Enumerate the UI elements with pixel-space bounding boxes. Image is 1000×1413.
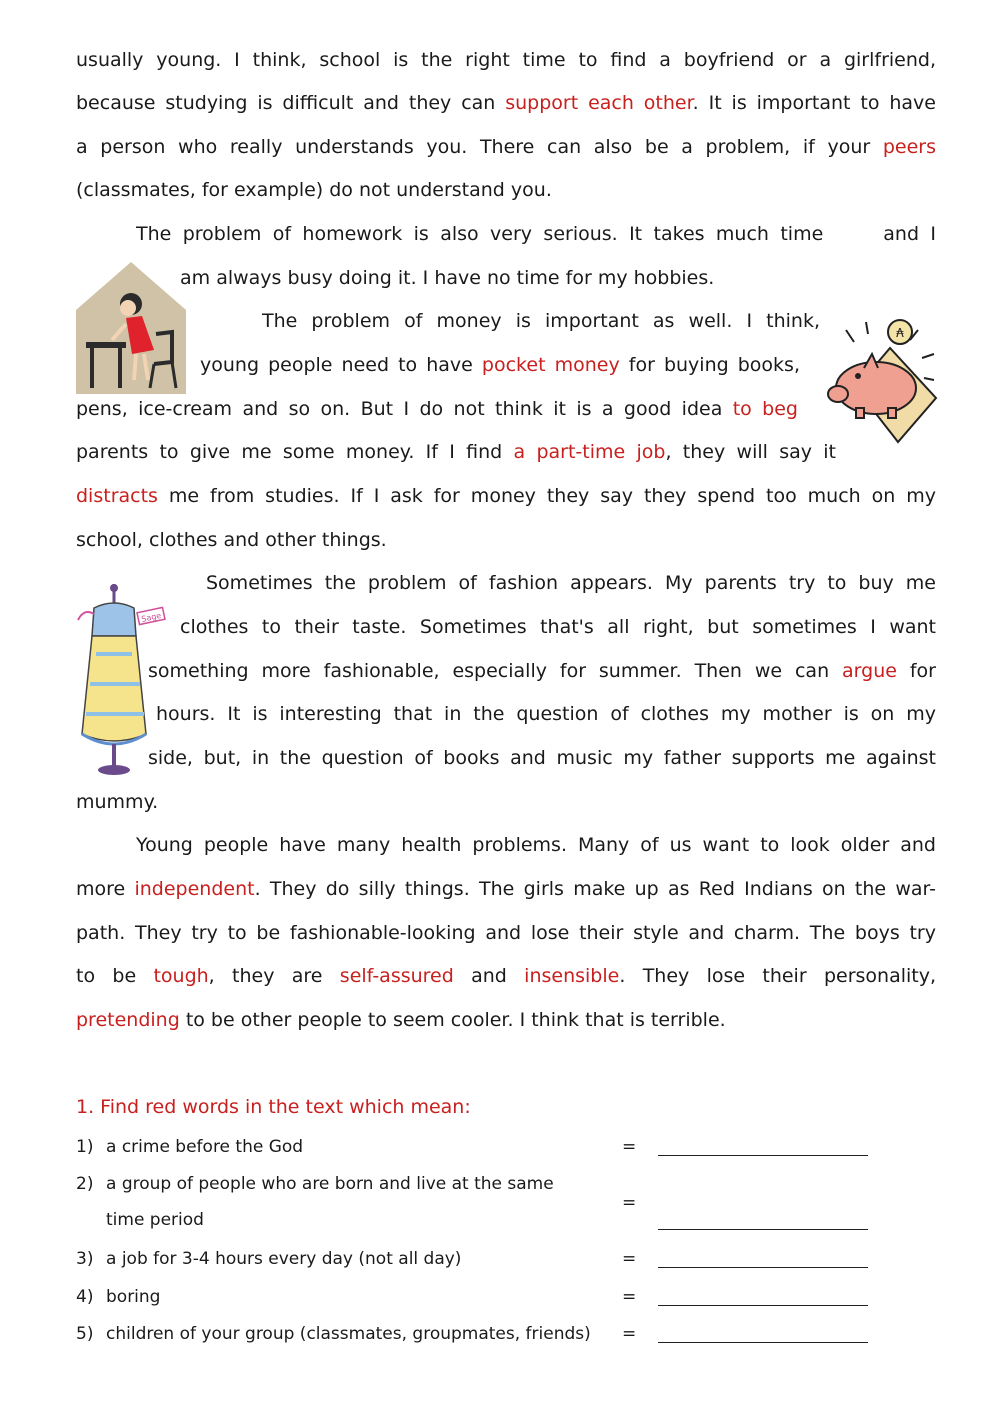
passage-line [76,525,936,555]
item-definition-continued: time period [106,1210,204,1230]
item-number: 4) [76,1287,94,1307]
list-item [76,1320,936,1348]
text: , they will say it [665,441,836,463]
text: side, but, in the question of books and music my father supports me against [148,747,936,769]
equals-sign: = [622,1137,637,1157]
text: The problem of homework is also very serious. It takes much time [136,223,824,245]
girl-at-desk-illustration [76,262,186,394]
text: something more fashionable, especially for summer. Then we can [148,660,843,682]
answer-blank[interactable] [658,1283,868,1306]
red-word-support-each-other: support each other [505,92,693,114]
piggy-bank-illustration [816,318,940,450]
list-item [76,1283,936,1311]
red-word-self-assured: self-assured [339,965,454,987]
list-item [76,1170,936,1230]
red-word-to-beg: to beg [732,398,798,420]
list-item [76,1133,936,1161]
text: to be other people to seem cooler. I think that is terrible. [179,1009,726,1031]
text: pens, ice-cream and so on. But I do not think it is a good idea [76,398,733,420]
red-word-independent: independent [134,878,255,900]
text: mummy. [76,791,159,813]
red-word-argue: argue [842,660,897,682]
text: for [896,660,936,682]
passage-line [180,612,936,642]
answer-blank[interactable] [658,1320,868,1343]
red-word-tough: tough [153,965,209,987]
passage-line [76,132,936,162]
svg-text:₳: ₳ [896,326,904,340]
text: path. They try to be fashionable-looking and lose their style and charm. The boys try [76,922,936,944]
text: and I [883,223,936,245]
item-definition: boring [106,1287,161,1307]
passage-line [76,394,798,424]
list-item [76,1245,936,1273]
passage-line [200,350,800,380]
passage-line [262,306,820,336]
red-word-pocket-money: pocket money [481,354,620,376]
text: , they are [208,965,340,987]
answer-blank[interactable] [658,1133,868,1156]
text: me from studies. If I ask for money they say they spend too much on my [157,485,936,507]
passage-line [76,961,936,991]
red-word-distracts: distracts [76,485,158,507]
answer-blank[interactable] [658,1207,868,1230]
text: for buying books, [619,354,800,376]
passage-line [156,699,936,729]
text: and [453,965,525,987]
text: . They do silly things. The girls make up as Red Indians on the war- [254,878,936,900]
text: The problem of money is important as well. I think, [262,310,820,332]
passage-line [136,219,936,249]
passage-line [76,45,936,75]
text: because studying is difficult and they can [76,92,506,114]
passage-line [76,88,936,118]
item-definition: a crime before the God [106,1137,304,1157]
red-word-insensible: insensible [524,965,620,987]
red-word-part-time-job: a part-time job [513,441,666,463]
text: usually young. I think, school is the right time to find a boyfriend or a girlfriend, [76,49,936,71]
red-word-pretending: pretending [76,1009,180,1031]
passage-line [148,743,936,773]
passage-line [76,787,936,817]
item-definition: a job for 3-4 hours every day (not all day) [106,1249,462,1269]
passage-line [76,874,936,904]
text: more [76,878,135,900]
passage-line [136,830,936,860]
equals-sign: = [622,1193,637,1213]
answer-blank[interactable] [658,1245,868,1268]
item-number: 5) [76,1324,94,1344]
item-definition: a group of people who are born and live at the same [106,1174,554,1194]
equals-sign: = [622,1287,637,1307]
passage-line [76,481,936,511]
text: to be [76,965,154,987]
mannequin-tag-label: Sage [140,610,163,624]
text: . They lose their personality, [619,965,936,987]
passage-line [180,263,936,293]
text: am always busy doing it. I have no time for my hobbies. [180,267,715,289]
passage-line [148,656,936,686]
equals-sign: = [622,1324,637,1344]
item-number: 1) [76,1137,94,1157]
text: hours. It is interesting that in the question of clothes my mother is on my [156,703,936,725]
text: . It is important to have [692,92,936,114]
equals-sign: = [622,1249,637,1269]
passage-line [76,175,936,205]
text: (classmates, for example) do not understand you. [76,179,552,201]
passage-line [76,918,936,948]
passage-line [76,1005,936,1035]
item-number: 3) [76,1249,94,1269]
text: clothes to their taste. Sometimes that's all right, but sometimes I want [180,616,936,638]
exercise-title: 1. Find red words in the text which mean: [76,1096,471,1118]
passage-line [76,437,836,467]
text: parents to give me some money. If I find [76,441,514,463]
text: a person who really understands you. There can also be a problem, if your [76,136,883,158]
passage-line [206,568,936,598]
text: Young people have many health problems. Many of us want to look older and [136,834,936,856]
text: school, clothes and other things. [76,529,387,551]
text: young people need to have [200,354,482,376]
item-number: 2) [76,1174,94,1194]
item-definition: children of your group (classmates, groupmates, friends) [106,1324,591,1344]
text: Sometimes the problem of fashion appears. My parents try to buy me [206,572,936,594]
dress-mannequin-illustration [76,584,172,778]
red-word-peers: peers [882,136,936,158]
